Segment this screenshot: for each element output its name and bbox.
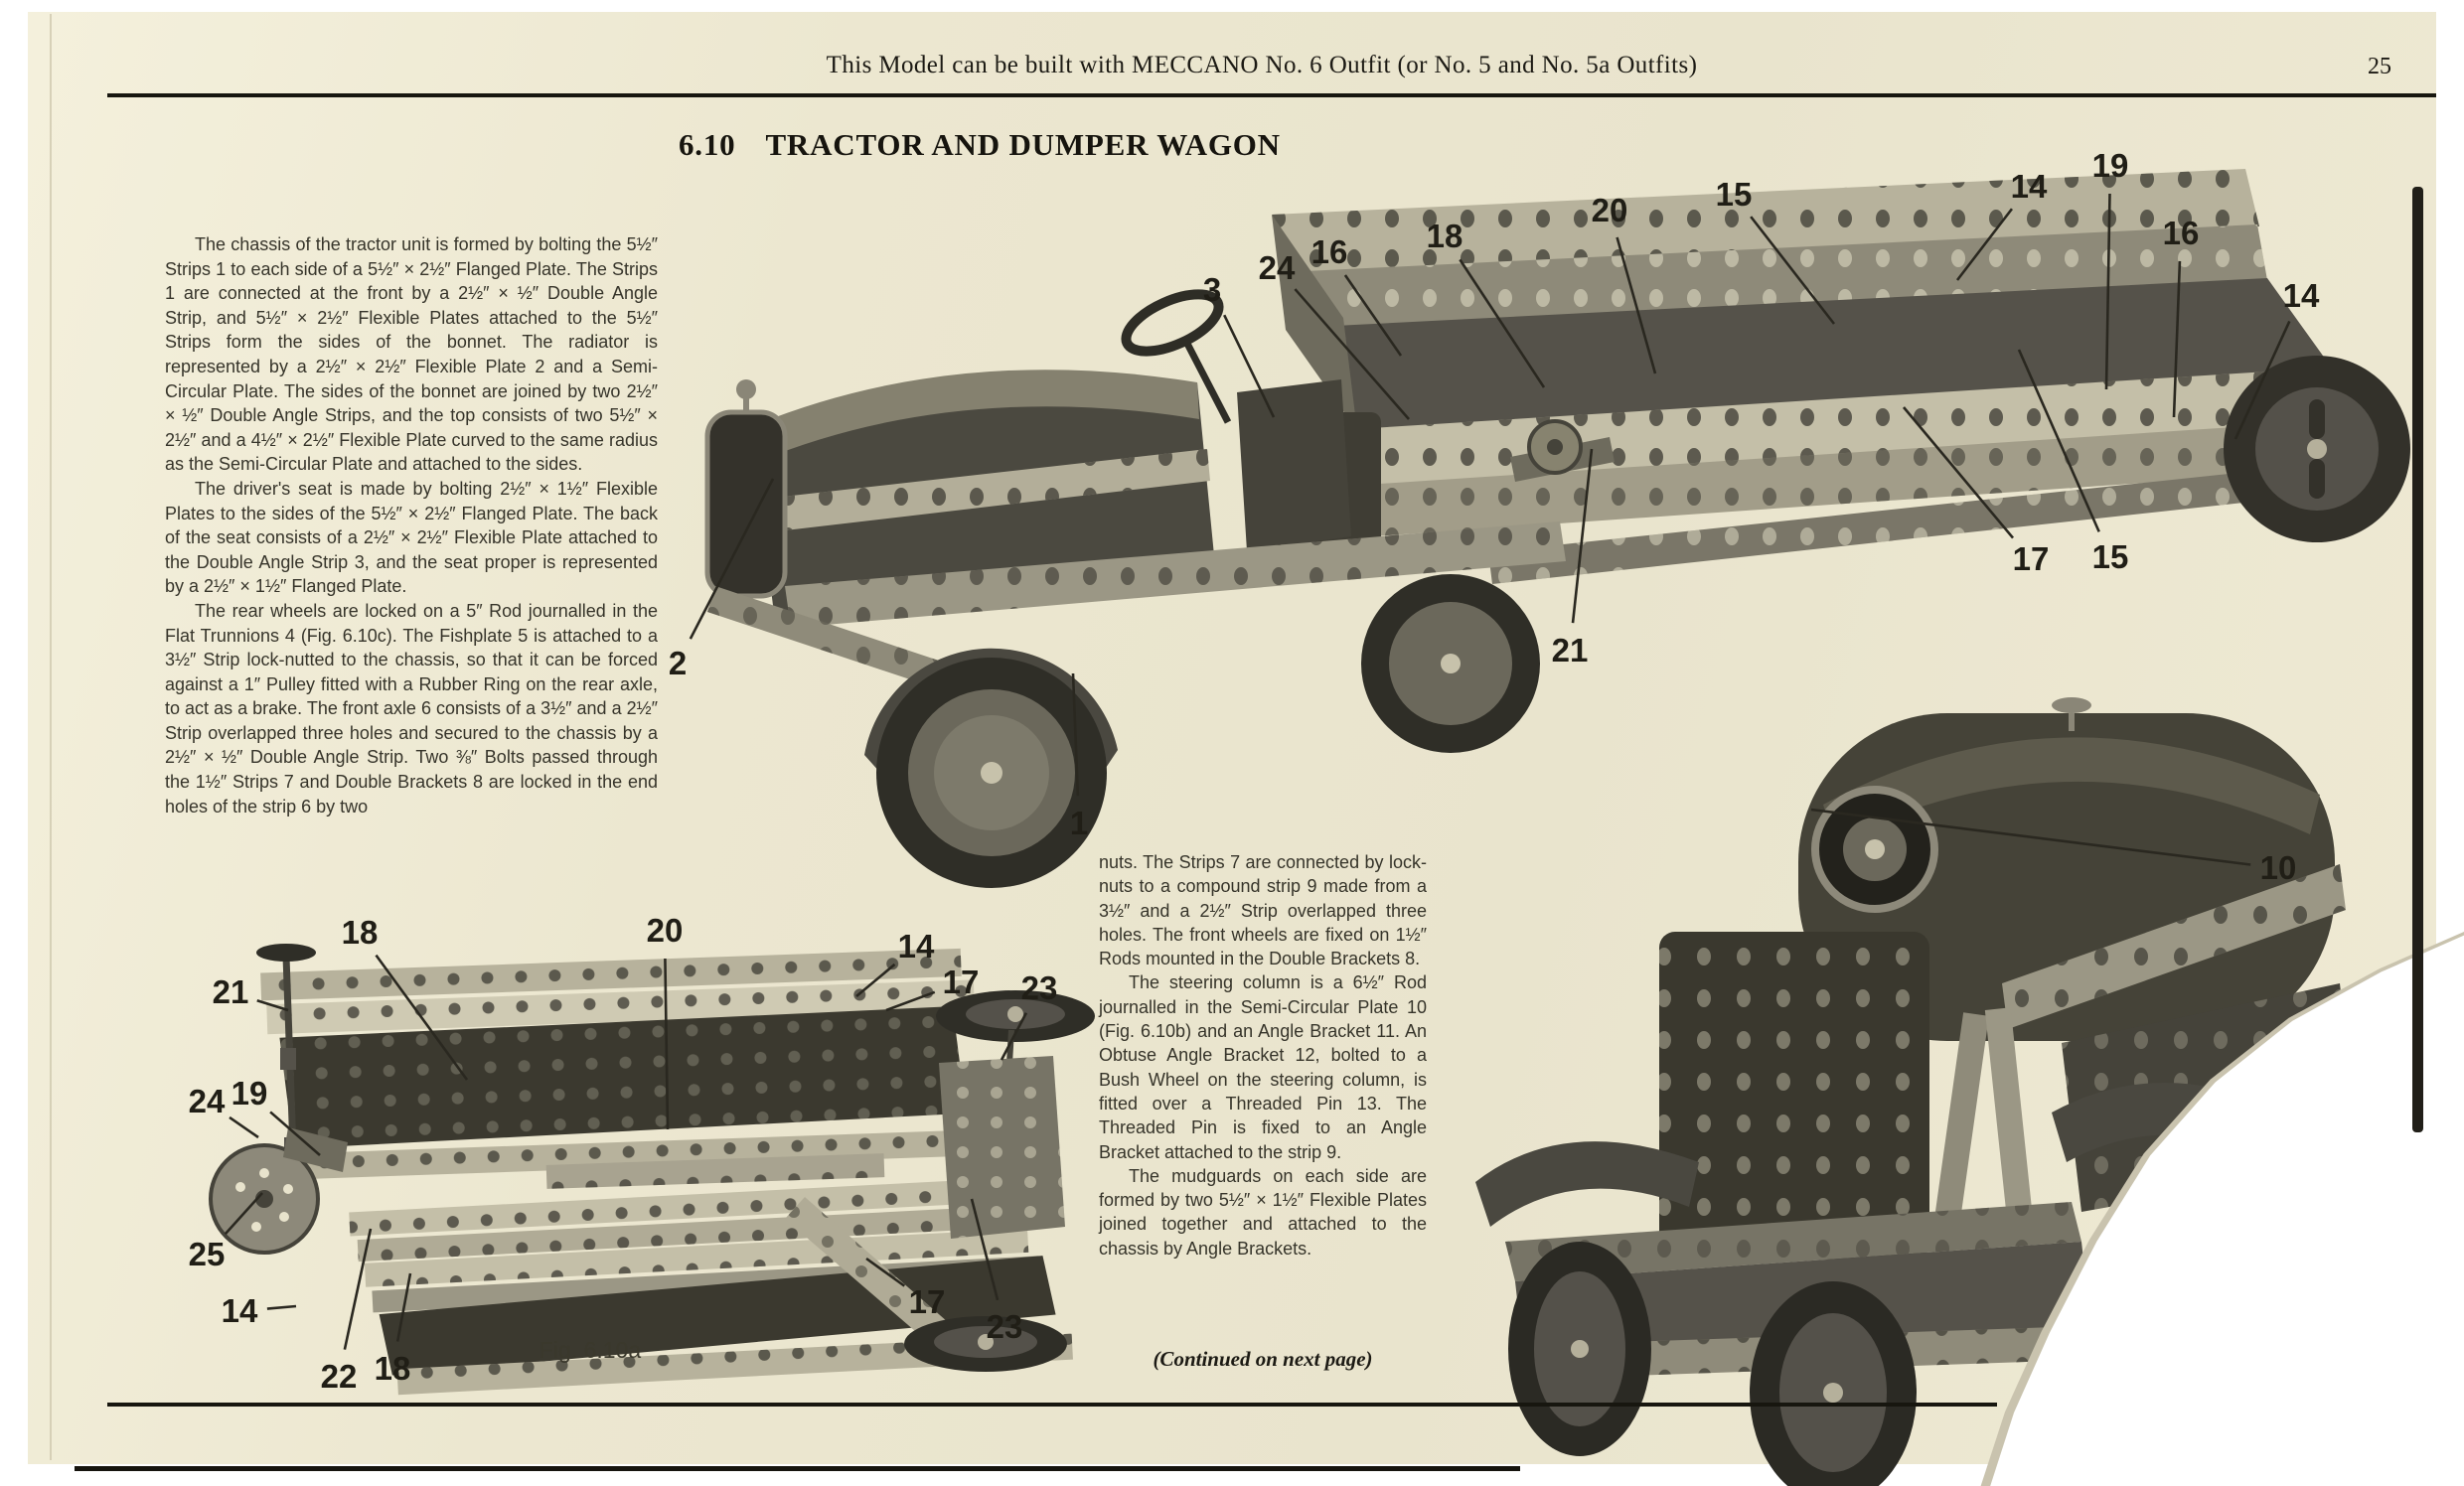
callout-label: 22 [320, 1358, 358, 1395]
callout-label: 14 [2010, 168, 2048, 205]
headlamp [1815, 790, 1934, 909]
callout-label: 14 [2282, 277, 2320, 314]
tractor-front-wheel [876, 658, 1107, 888]
continued-note: (Continued on next page) [1153, 1347, 1373, 1371]
seat-side-plate [1237, 379, 1351, 551]
callout-label: 10 [2259, 849, 2297, 886]
callout-label: 17 [908, 1283, 946, 1320]
page-header: This Model can be built with MECCANO No. 6 Outfit (or No. 5 and No. 5a Outfits) [826, 52, 1698, 78]
left-wheel [1508, 1242, 1651, 1456]
paragraph: The chassis of the tractor unit is formed by bolting the 5½″ Strips 1 to each side of a 5½″ × 2½″ Flanged Plate. The Strips 1 are connected at the front by a 2½″ × ½″ Double Angle Strip, and 5½″ × 2½″ Flexible Plates attached to the 5½″ Strips form the sides of the bonnet. The radiator is represented by a 2½″ × 2½″ Flexible Plate 2 and a Semi-Circular Plate. The sides of the bonnet are joined by two 2½″ × ½″ Double Angle Strips, and the top consists of two 5½″ × 2½″ and a 4½″ × 2½″ Flexible Plate curved to the same radius as the Semi-Circular Plate and attached to the sides. [165, 234, 658, 475]
callout-label: 25 [188, 1236, 226, 1272]
paragraph: The mudguards on each side are formed by two 5½″ × 1½″ Flexible Plates joined together and attached to the chassis by Angle Brackets. [1099, 1165, 1427, 1259]
callout-label: 24 [1258, 249, 1296, 286]
callout-leader-line [345, 1229, 371, 1350]
page-edge-shadow-bottom [75, 1466, 1520, 1471]
callout-label: 17 [942, 964, 980, 1000]
paragraph: nuts. The Strips 7 are connected by lock-nuts to a compound strip 9 made from a 3½″ and a 2½″ Strip overlapped three holes. The front wheels are fixed on 1½″ Rods mounted in the Double Brackets 8. [1099, 852, 1427, 969]
callout-label: 18 [374, 1350, 411, 1387]
wagon-wheel [2224, 356, 2410, 542]
callout-label: 20 [1591, 192, 1628, 228]
callout-label: 16 [2162, 215, 2200, 251]
paragraph: The rear wheels are locked on a 5″ Rod journalled in the Flat Trunnions 4 (Fig. 6.10c). The Fishplate 5 is attached to a 3½″ Strip lock-nutted to the chassis, so that it can be forced against a 1″ Pulley fitted with a Rubber Ring on the rear axle, to act as a brake. The front axle 6 consists of a 3½″ and a 2½″ Strip overlapped three holes and secured to the chassis by a 2½″ × ½″ Double Angle Strip. Two ⅜″ Bolts passed through the 1½″ Strips 7 and Double Brackets 8 are locked in the end holes of the strip 6 by two [165, 600, 658, 817]
section-name: TRACTOR AND DUMPER WAGON [765, 127, 1281, 162]
paragraph: The driver's seat is made by bolting 2½″ × 1½″ Flexible Plates to the sides of the 5½″ × 2½″ Flanged Plate. The back of the seat consists of a 2½″ × 2½″ Flexible Plate attached to the Double Angle Strip 3, and the seat proper is represented by a 2½″ × 1½″ Flanged Plate. [165, 478, 658, 597]
left-text-column [165, 232, 658, 818]
callout-label: 18 [1426, 218, 1463, 254]
page-fold-line [50, 14, 52, 1460]
seat-back-plate [1659, 932, 1929, 1260]
callout-leader-line [230, 1117, 258, 1137]
callout-label: 15 [2091, 538, 2129, 575]
figure-6-10a-dumper-body [169, 899, 1113, 1440]
callout-label: 3 [1202, 271, 1222, 308]
callout-label: 23 [1020, 969, 1058, 1006]
callout-label: 14 [221, 1292, 258, 1329]
callout-label: 19 [2091, 147, 2129, 184]
callout-leader-line [267, 1306, 296, 1309]
figure-caption: Fig. 6.10a [539, 1337, 642, 1363]
page-number: 25 [2368, 54, 2391, 79]
callout-label: 21 [212, 973, 249, 1010]
header-rule [107, 93, 2436, 97]
callout-label: 19 [231, 1075, 268, 1112]
paragraph: The steering column is a 6½″ Rod journalled in the Semi-Circular Plate 10 (Fig. 6.10b) and an Angle Bracket 11. An Obtuse Angle Bracket 12, bolted to a Bush Wheel on the steering column, is fitted over a Threaded Pin 13. The Threaded Pin is fixed to an Angle Bracket attached to the strip 9. [1099, 972, 1427, 1162]
callout-label: 2 [668, 645, 688, 681]
callout-label: 15 [1715, 176, 1753, 213]
callout-label: 14 [897, 928, 935, 965]
callout-label: 16 [1310, 233, 1348, 270]
callout-label: 21 [1551, 632, 1589, 669]
page-edge-shadow-right [2412, 187, 2423, 1132]
support-strip [1931, 1012, 1989, 1242]
middle-text-column [1099, 850, 1427, 1261]
radiator [707, 379, 785, 596]
bottom-rule [107, 1403, 1997, 1407]
callout-label: 23 [986, 1308, 1023, 1345]
upper-side-assembly [260, 948, 988, 1180]
callout-label: 20 [646, 912, 684, 949]
callout-label: 17 [2012, 540, 2050, 577]
callout-label: 24 [188, 1083, 226, 1119]
callout-label: 18 [341, 914, 379, 951]
section-number: 6.10 [679, 127, 736, 162]
callout-label: 1 [1069, 805, 1089, 841]
